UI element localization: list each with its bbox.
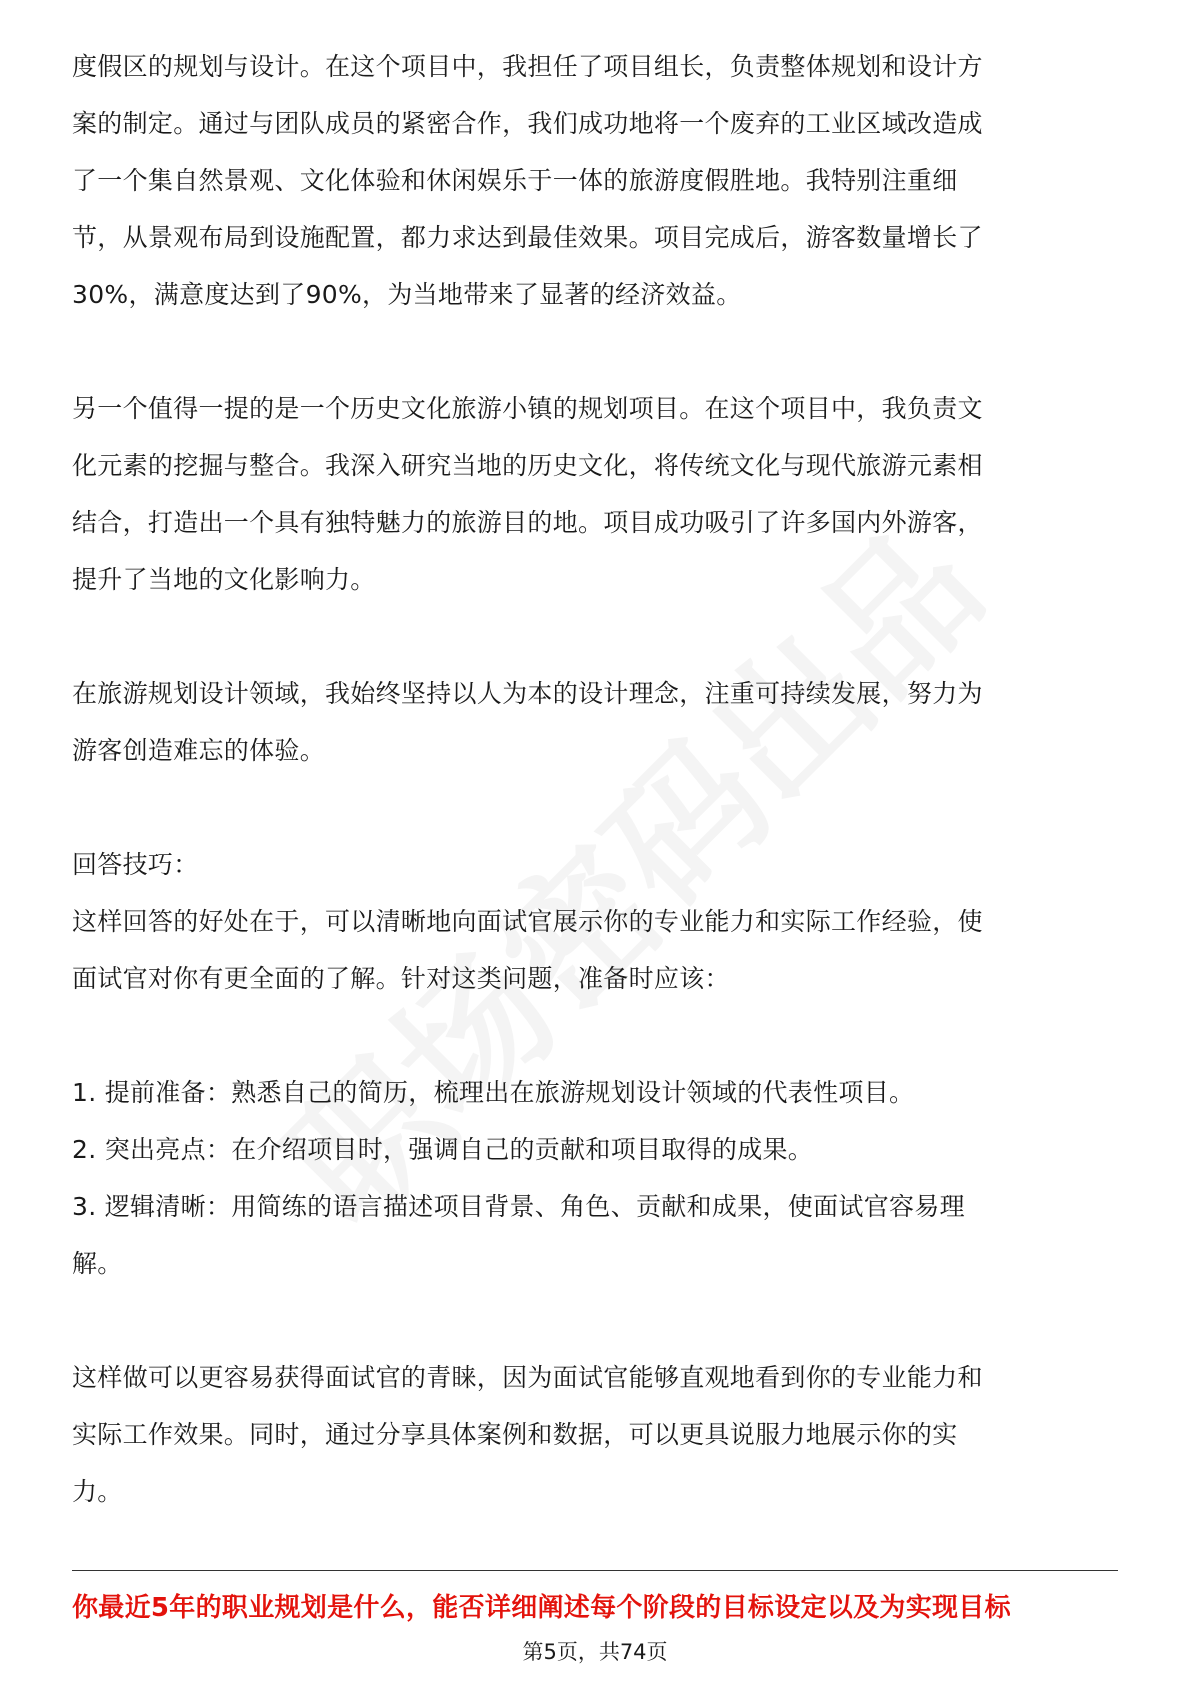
text-line: 实际工作效果。同时，通过分享具体案例和数据，可以更具说服力地展示你的实 — [72, 1420, 958, 1449]
text-line: 提升了当地的文化影响力。 — [72, 565, 376, 594]
list-item: 3. 逻辑清晰：用简练的语言描述项目背景、角色、贡献和成果，使面试官容易理 — [72, 1192, 965, 1221]
text-line: 30%，满意度达到了90%，为当地带来了显著的经济效益。 — [72, 280, 742, 309]
paragraph-3 — [72, 665, 1118, 779]
paragraph-4 — [72, 893, 1118, 1007]
text-line: 度假区的规划与设计。在这个项目中，我担任了项目组长，负责整体规划和设计方 — [72, 52, 983, 81]
text-line: 结合，打造出一个具有独特魅力的旅游目的地。项目成功吸引了许多国内外游客， — [72, 508, 983, 537]
tips-list — [72, 1064, 1118, 1292]
text-line: 这样回答的好处在于，可以清晰地向面试官展示你的专业能力和实际工作经验，使 — [72, 907, 983, 936]
text-line: 在旅游规划设计领域，我始终坚持以人为本的设计理念，注重可持续发展，努力为 — [72, 679, 983, 708]
list-item: 解。 — [72, 1249, 123, 1278]
text-line: 力。 — [72, 1477, 123, 1506]
text-line: 游客创造难忘的体验。 — [72, 736, 326, 765]
list-item: 1. 提前准备：熟悉自己的简历，梳理出在旅游规划设计领域的代表性项目。 — [72, 1078, 915, 1107]
text-line: 化元素的挖掘与整合。我深入研究当地的历史文化，将传统文化与现代旅游元素相 — [72, 451, 983, 480]
text-line: 另一个值得一提的是一个历史文化旅游小镇的规划项目。在这个项目中，我负责文 — [72, 394, 983, 423]
paragraph-5 — [72, 1349, 1118, 1520]
tips-heading: 回答技巧： — [72, 850, 199, 879]
list-item: 2. 突出亮点：在介绍项目时，强调自己的贡献和项目取得的成果。 — [72, 1135, 814, 1164]
page-number: 第5页，共74页 — [522, 1640, 668, 1664]
paragraph-1 — [72, 38, 1118, 323]
paragraph-2 — [72, 380, 1118, 608]
text-line: 了一个集自然景观、文化体验和休闲娱乐于一体的旅游度假胜地。我特别注重细 — [72, 166, 958, 195]
text-line: 案的制定。通过与团队成员的紧密合作，我们成功地将一个废弃的工业区域改造成 — [72, 109, 983, 138]
divider — [72, 1570, 1118, 1571]
document-body — [72, 38, 1118, 1520]
text-line: 这样做可以更容易获得面试官的青睐，因为面试官能够直观地看到你的专业能力和 — [72, 1363, 983, 1392]
text-line: 面试官对你有更全面的了解。针对这类问题，准备时应该： — [72, 964, 730, 993]
next-question-heading: 你最近5年的职业规划是什么，能否详细阐述每个阶段的目标设定以及为实现目标 — [72, 1593, 1011, 1623]
text-line: 节，从景观布局到设施配置，都力求达到最佳效果。项目完成后，游客数量增长了 — [72, 223, 983, 252]
